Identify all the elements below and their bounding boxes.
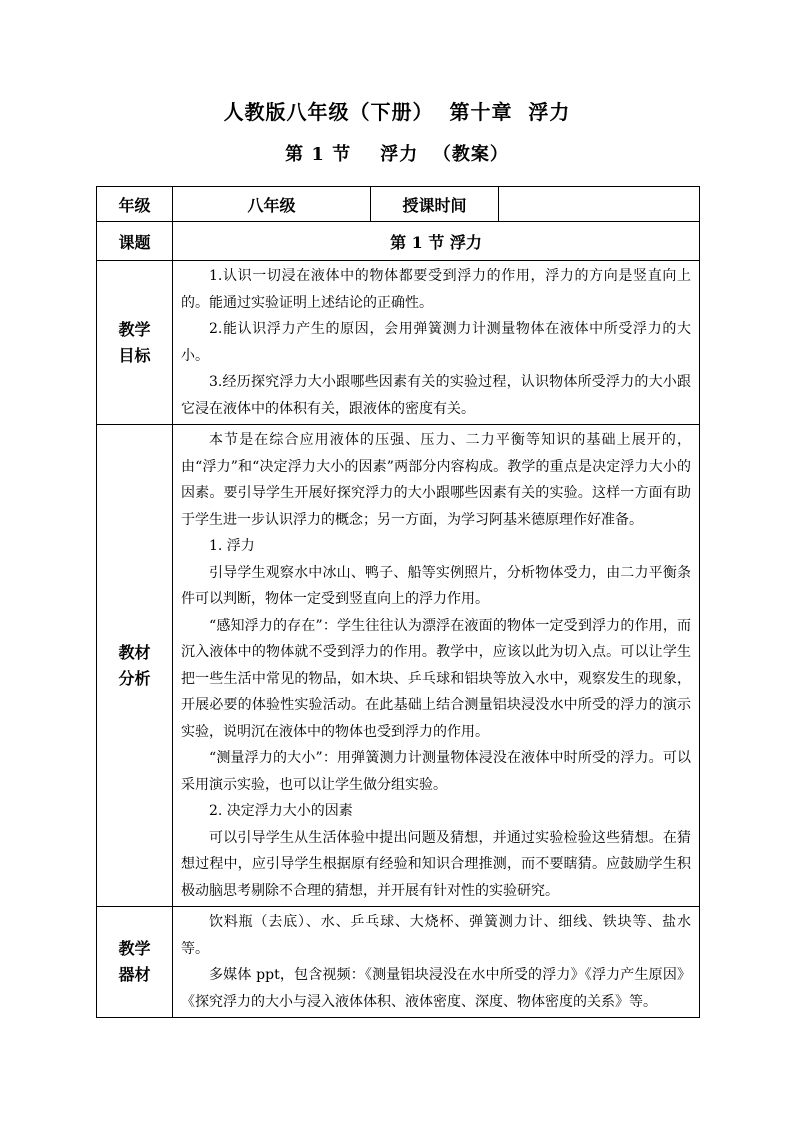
equipment-label-line-1: 教学	[118, 939, 151, 958]
grade-label: 年级	[97, 187, 173, 222]
document-title: 人教版八年级（下册） 第十章 浮力	[223, 100, 571, 124]
time-value	[499, 187, 700, 222]
analysis-paragraph: 本节是在综合应用液体的压强、压力、二力平衡等知识的基础上展开的，由“浮力”和“决定浮力大小的因素”两部分内容构成。教学的重点是决定浮力大小的因素。要引导学生开展好探究浮力的大小跟哪些因素有关的实验。这样一方面有助于学生进一步认识浮力的概念；另一方面，为学习阿基米德原理作好准备。	[181, 432, 691, 528]
objectives-label	[97, 261, 173, 425]
equipment-item: 多媒体 ppt，包含视频：《测量铝块浸没在水中所受的浮力》《浮力产生原因》《探究浮力的大小与浸入液体体积、液体密度、深度、物体密度的关系》等。	[181, 967, 691, 1010]
equipment-label	[97, 907, 173, 1018]
analysis-paragraph: 可以引导学生从生活体验中提出问题及猜想，并通过实验检验这些猜想。在猜想过程中，应引导学生根据原有经验和知识合理推测，而不要瞎猜。应鼓励学生积极动脑思考剔除不合理的猜想，并开展有针对性的实验研究。	[181, 829, 691, 899]
objective-item: 3.经历探究浮力大小跟哪些因素有关的实验过程，认识物体所受浮力的大小跟它浸在液体中的体积有关，跟液体的密度有关。	[181, 374, 691, 417]
analysis-paragraph: 引导学生观察水中冰山、鸭子、船等实例照片，分析物体受力，由二力平衡条件可以判断，物体一定受到竖直向上的浮力作用。	[181, 564, 691, 607]
analysis-label-line-2: 分析	[118, 668, 151, 688]
analysis-paragraph: “感知浮力的存在”：学生往往认为漂浮在液面的物体一定受到浮力的作用，而沉入液体中的物体就不受到浮力的作用。教学中，应该以此为切入点。可以让学生把一些生活中常见的物品，如木块、乒乓球和铝块等放入水中，观察发生的现象，开展必要的体验性实验活动。在此基础上结合测量铝块浸没水中所受的浮力的演示实验，说明沉在液体中的物体也受到浮力的作用。	[181, 617, 691, 740]
objectives-content	[173, 261, 700, 425]
lesson-plan-table	[96, 186, 700, 1018]
analysis-row	[97, 425, 700, 907]
analysis-paragraph: “测量浮力的大小”：用弹簧测力计测量物体浸没在液体中时所受的浮力。可以采用演示实验，也可以让学生做分组实验。	[181, 750, 691, 793]
objectives-label-line-2: 目标	[118, 345, 151, 365]
topic-row	[97, 222, 700, 261]
analysis-heading: 1. 浮力	[209, 538, 255, 554]
objectives-row	[97, 261, 700, 425]
equipment-item: 饮料瓶（去底）、水、乒乓球、大烧杯、弹簧测力计、细线、铁块等、盐水等。	[181, 914, 691, 957]
equipment-label-line-2: 器材	[118, 965, 151, 984]
analysis-label	[97, 425, 173, 907]
grade-row	[97, 187, 700, 222]
topic-label: 课题	[97, 222, 173, 261]
topic-value: 第 1 节 浮力	[173, 222, 700, 261]
equipment-content	[173, 907, 700, 1018]
objective-item: 2.能认识浮力产生的原因，会用弹簧测力计测量物体在液体中所受浮力的大小。	[181, 321, 691, 364]
equipment-row	[97, 907, 700, 1018]
analysis-label-line-1: 教材	[118, 642, 151, 662]
time-label: 授课时间	[371, 187, 499, 222]
objectives-label-line-1: 教学	[118, 319, 151, 339]
objective-item: 1.认识一切浸在液体中的物体都要受到浮力的作用，浮力的方向是竖直向上的。能通过实验证明上述结论的正确性。	[181, 268, 691, 311]
document-subtitle: 第 1 节 浮力 （教案）	[285, 144, 509, 165]
analysis-heading: 2. 决定浮力大小的因素	[209, 803, 353, 819]
grade-value: 八年级	[173, 187, 371, 222]
analysis-content	[173, 425, 700, 907]
